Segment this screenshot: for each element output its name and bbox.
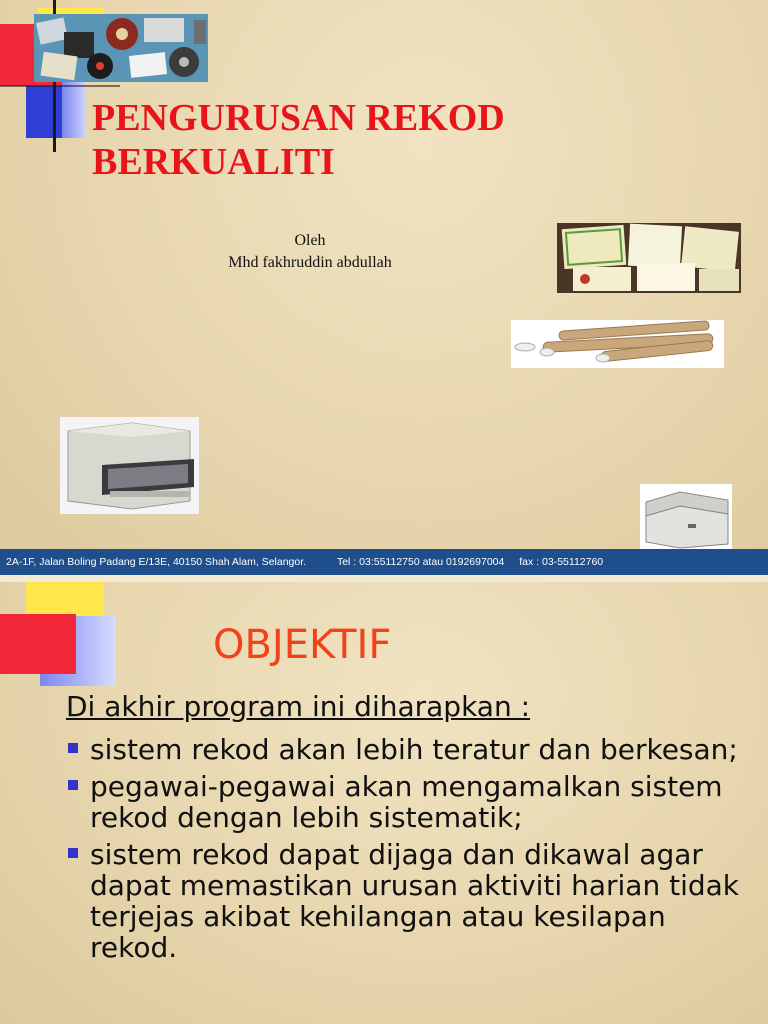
- list-item-text: pegawai-pegawai akan mengamalkan sistem rekod dengan lebih sistematik;: [90, 770, 723, 834]
- media-collage-image: [34, 14, 208, 82]
- author-block: [160, 230, 460, 274]
- list-item: [66, 771, 756, 833]
- deco-horizontal-line: [0, 85, 120, 87]
- list-item-text: sistem rekod dapat dijaga dan dikawal agar dapat memastikan urusan aktiviti harian tidak terjejas akibat kehilangan atau kesilapan rekod.: [90, 838, 739, 964]
- storage-chest-image: [640, 484, 732, 550]
- footer-contact-bar: [0, 549, 768, 575]
- footer-tel: Tel : 03:55112750 atau 0192697004: [336, 556, 505, 568]
- deco-square-pale-blue: [62, 82, 86, 138]
- square-bullet-icon: [68, 848, 78, 858]
- slide-separator: [0, 575, 768, 582]
- list-item: [66, 734, 756, 765]
- certificates-image: [557, 223, 741, 293]
- objectives-slide: [0, 582, 768, 1024]
- list-item: [66, 839, 756, 963]
- presentation-title: PENGURUSAN REKOD BERKUALITI: [92, 97, 505, 183]
- footer-address: 2A-1F, Jalan Boling Padang E/13E, 40150 Shah Alam, Selangor.: [6, 556, 307, 568]
- objectives-intro: Di akhir program ini diharapkan :: [66, 690, 531, 723]
- document-tubes-image: [511, 320, 724, 368]
- author-name: Mhd fakhruddin abdullah: [228, 254, 392, 271]
- author-prefix: Oleh: [294, 232, 326, 249]
- filing-cabinet-image: [60, 417, 199, 514]
- footer-fax: fax : 03-55112760: [519, 556, 604, 568]
- deco-square-red: [0, 614, 76, 674]
- square-bullet-icon: [68, 743, 78, 753]
- objectives-list: [66, 734, 756, 969]
- objectives-title: OBJEKTIF: [213, 622, 392, 668]
- square-bullet-icon: [68, 780, 78, 790]
- list-item-text: sistem rekod akan lebih teratur dan berkesan;: [90, 733, 738, 766]
